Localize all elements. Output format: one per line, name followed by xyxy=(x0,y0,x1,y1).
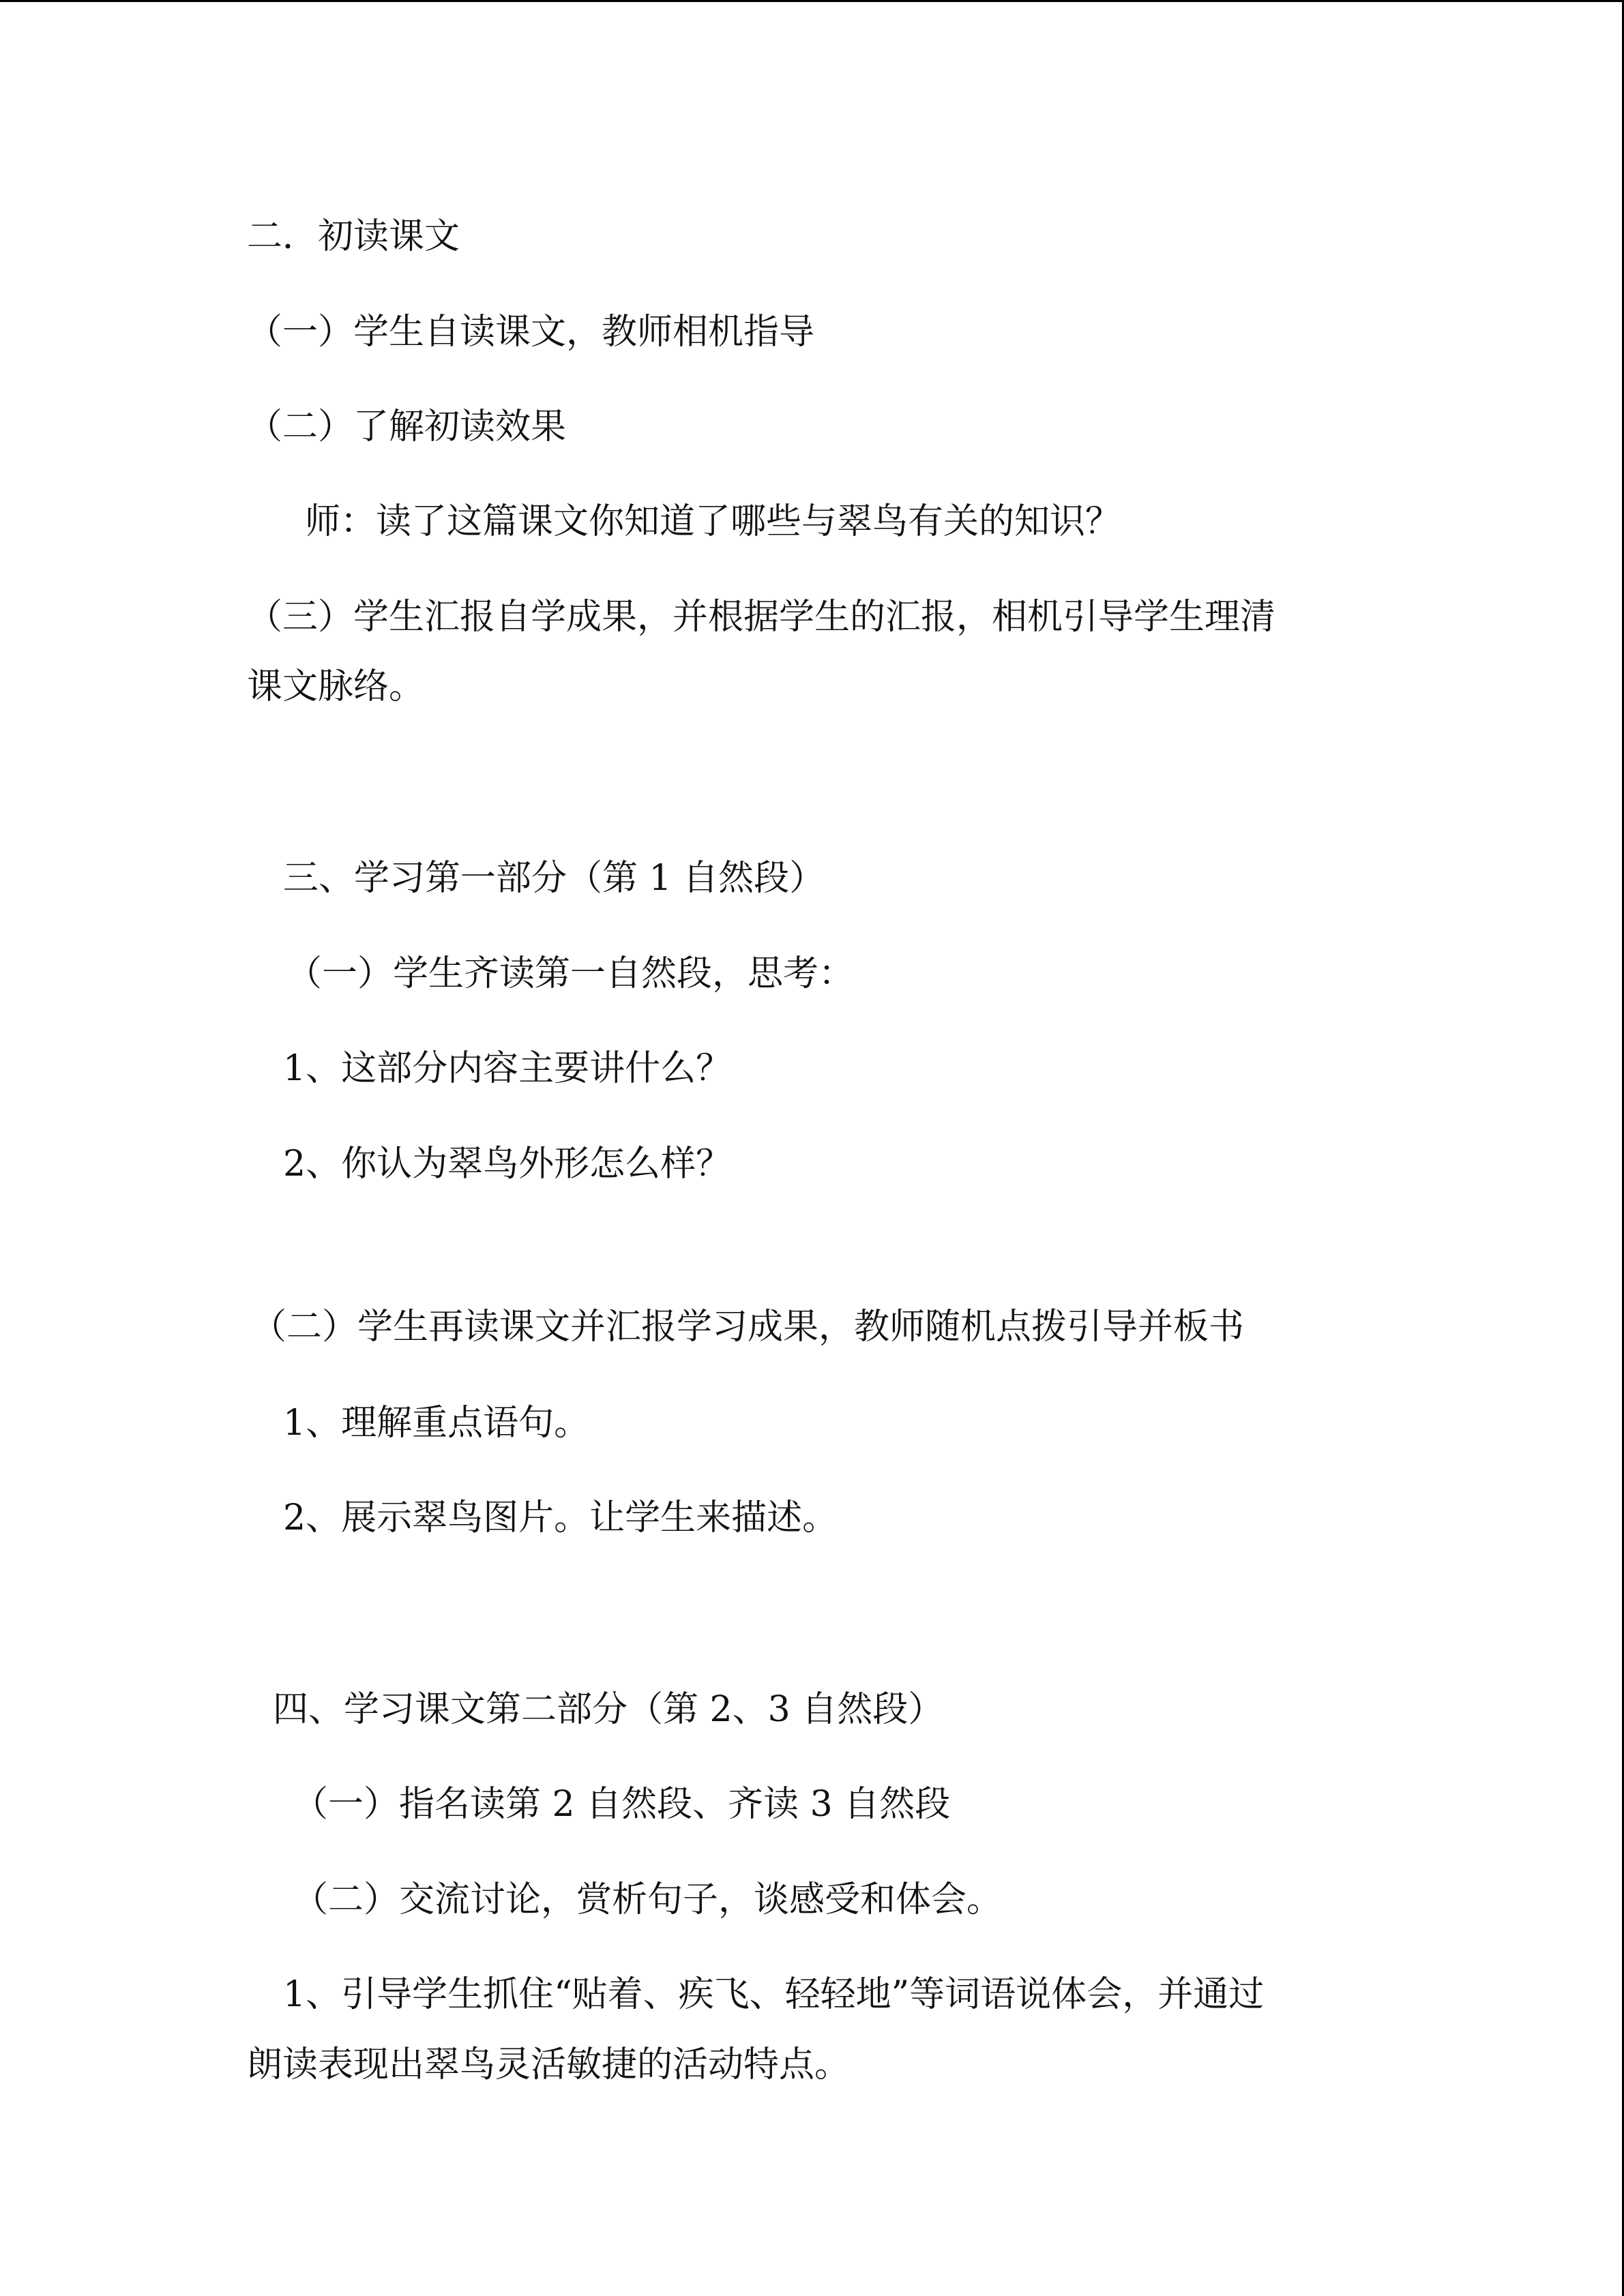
question-item-1: 1、这部分内容主要讲什么？ xyxy=(283,1048,732,1089)
sub-item-student-report-cont: 课文脉络。 xyxy=(247,666,425,707)
sub-item-self-reading: （一）学生自读课文，教师相机指导 xyxy=(247,312,815,353)
page-border-top xyxy=(0,0,1624,2)
sub-item-student-report: （三）学生汇报自学成果，并根据学生的汇报，相机引导学生理清 xyxy=(247,597,1276,638)
sub-item-discussion: （二）交流讨论，赏析句子，谈感受和体会。 xyxy=(293,1879,1003,1920)
sub-item-reread-report: （二）学生再读课文并汇报学习成果，教师随机点拨引导并板书 xyxy=(251,1307,1245,1347)
step-item-1: 1、理解重点语句。 xyxy=(283,1403,590,1444)
teacher-question: 师：读了这篇课文你知道了哪些与翠鸟有关的知识？ xyxy=(305,501,1121,542)
question-item-2: 2、你认为翠鸟外形怎么样？ xyxy=(283,1144,732,1184)
guide-item-1-cont: 朗读表现出翠鸟灵活敏捷的活动特点。 xyxy=(247,2044,851,2085)
sub-item-named-reading: （一）指名读第 2 自然段、齐读 3 自然段 xyxy=(293,1784,951,1825)
guide-item-1: 1、引导学生抓住“贴着、疾飞、轻轻地”等词语说体会，并通过 xyxy=(283,1974,1265,2015)
sub-item-understand-effect: （二）了解初读效果 xyxy=(247,406,567,447)
sub-item-read-paragraph-one: （一）学生齐读第一自然段，思考： xyxy=(286,953,855,994)
section-heading-part-one: 三、学习第一部分（第 1 自然段） xyxy=(283,858,825,899)
section-heading-part-two: 四、学习课文第二部分（第 2、3 自然段） xyxy=(273,1689,944,1730)
section-heading-initial-reading: 二．初读课文 xyxy=(247,216,460,257)
step-item-2: 2、展示翠鸟图片。让学生来描述。 xyxy=(283,1497,838,1538)
